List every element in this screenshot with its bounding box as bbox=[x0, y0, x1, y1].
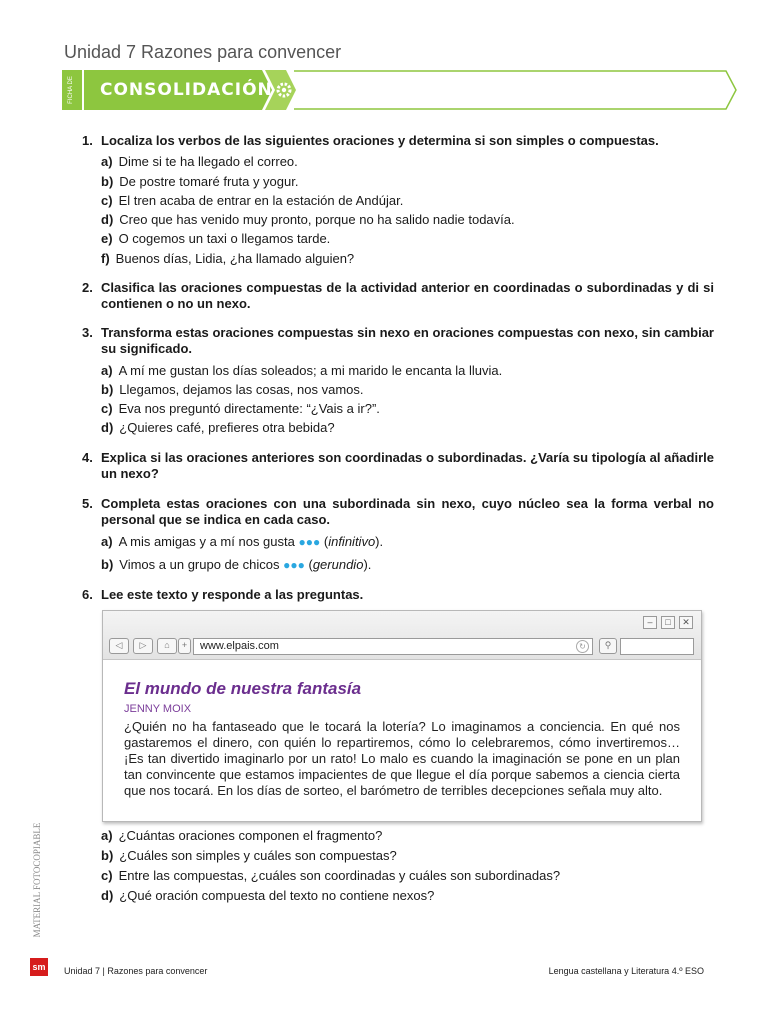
question-3 bbox=[82, 325, 714, 357]
list-item: a) Dime si te ha llegado el correo. bbox=[101, 154, 298, 169]
blank-dots: ●●● bbox=[283, 558, 305, 572]
list-item: b) Llegamos, dejamos las cosas, nos vamos. bbox=[101, 382, 364, 397]
footer-unit: Unidad 7 | Razones para convencer bbox=[64, 966, 208, 976]
unit-title: Unidad 7 Razones para convencer bbox=[64, 42, 342, 62]
question-number: 3. bbox=[82, 325, 93, 340]
question-text: Explica si las oraciones anteriores son coordinadas o subordinadas. ¿Varía su tipología al añadirle un nexo? bbox=[101, 450, 714, 481]
search-input[interactable] bbox=[620, 638, 694, 655]
svg-text:MATERIAL FOTOCOPIABLE: MATERIAL FOTOCOPIABLE bbox=[32, 822, 43, 938]
question-text: Transforma estas oraciones compuestas sin nexo en oraciones compuestas con nexo, sin cambiar su significado. bbox=[101, 325, 714, 356]
question-2 bbox=[82, 280, 714, 312]
list-item: f) Buenos días, Lidia, ¿ha llamado alguien? bbox=[101, 251, 355, 266]
list-item: c) Entre las compuestas, ¿cuáles son coordinadas y cuáles son subordinadas? bbox=[101, 868, 561, 883]
list-item: e) O cogemos un taxi o llegamos tarde. bbox=[101, 231, 331, 246]
question-1 bbox=[82, 133, 714, 149]
refresh-icon[interactable]: ↻ bbox=[576, 640, 589, 653]
search-icon[interactable]: ⚲ bbox=[599, 638, 617, 654]
publisher-logo: sm bbox=[30, 958, 48, 976]
list-item: d) ¿Quieres café, prefieres otra bebida? bbox=[101, 420, 335, 435]
maximize-icon[interactable]: □ bbox=[661, 616, 675, 629]
address-bar[interactable] bbox=[193, 638, 593, 655]
url-text: www.elpais.com bbox=[200, 640, 279, 652]
question-text: Clasifica las oraciones compuestas de la actividad anterior en coordinadas o subordinadas y di si contienen o no un nexo. bbox=[101, 280, 714, 311]
footer-course: Lengua castellana y Literatura 4.º ESO bbox=[548, 966, 704, 976]
minimize-icon[interactable]: – bbox=[643, 616, 657, 629]
banner-title: CONSOLIDACIÓN bbox=[100, 80, 273, 100]
browser-toolbar bbox=[103, 611, 701, 660]
list-item: b) Vimos a un grupo de chicos ●●● (gerundio). bbox=[101, 557, 372, 572]
article-body: ¿Quién no ha fantaseado que le tocará la lotería? Lo imaginamos a conciencia. En qué nos gastaremos el dinero, con quién lo repartiremos, cómo lo celebraremos, cómo invertiremos… ¡Es tan divertido imaginarlo por un rato! Lo malo es cuando la imaginación se pone en un plan tan convincente que estamos impacientes de que llegue el día porque sabemos a ciencia cierta que nos tocará. En los días de sorteo, el barómetro de terribles decepciones señala muy alto. bbox=[124, 719, 680, 798]
banner-tab-label: FICHA DE bbox=[68, 76, 74, 104]
article-author: JENNY MOIX bbox=[124, 703, 192, 715]
question-5 bbox=[82, 496, 714, 528]
question-4 bbox=[82, 450, 714, 482]
question-number: 4. bbox=[82, 450, 93, 465]
home-icon[interactable]: ⌂ bbox=[157, 638, 177, 654]
add-tab-icon[interactable]: + bbox=[178, 638, 191, 654]
question-number: 2. bbox=[82, 280, 93, 295]
blank-dots: ●●● bbox=[298, 535, 321, 549]
article-title: El mundo de nuestra fantasía bbox=[124, 679, 362, 698]
list-item: c) El tren acaba de entrar en la estación de Andújar. bbox=[101, 193, 404, 208]
list-item: a) ¿Cuántas oraciones componen el fragmento? bbox=[101, 828, 383, 843]
question-text: Lee este texto y responde a las preguntas. bbox=[101, 587, 364, 602]
list-item: c) Eva nos preguntó directamente: “¿Vais a ir?”. bbox=[101, 401, 380, 416]
list-item: a) A mí me gustan los días soleados; a mi marido le encanta la lluvia. bbox=[101, 363, 503, 378]
list-item: d) ¿Qué oración compuesta del texto no contiene nexos? bbox=[101, 888, 435, 903]
list-item: b) ¿Cuáles son simples y cuáles son compuestas? bbox=[101, 848, 397, 863]
close-icon[interactable]: ✕ bbox=[679, 616, 693, 629]
question-number: 1. bbox=[82, 133, 93, 148]
browser-window bbox=[102, 610, 702, 822]
question-number: 6. bbox=[82, 587, 93, 602]
list-item: b) De postre tomaré fruta y yogur. bbox=[101, 174, 299, 189]
question-6 bbox=[82, 587, 714, 603]
side-label bbox=[30, 820, 46, 940]
question-text: Localiza los verbos de las siguientes oraciones y determina si son simples o compuestas. bbox=[101, 133, 659, 148]
list-item: d) Creo que has venido muy pronto, porque no ha salido nadie todavía. bbox=[101, 212, 515, 227]
question-number: 5. bbox=[82, 496, 93, 511]
list-item: a) A mis amigas y a mí nos gusta ●●● (infinitivo). bbox=[101, 534, 384, 549]
question-text: Completa estas oraciones con una subordinada sin nexo, cuyo núcleo sea la forma verbal no personal que se indica en cada caso. bbox=[101, 496, 714, 527]
back-icon[interactable]: ◁ bbox=[109, 638, 129, 654]
forward-icon[interactable]: ▷ bbox=[133, 638, 153, 654]
